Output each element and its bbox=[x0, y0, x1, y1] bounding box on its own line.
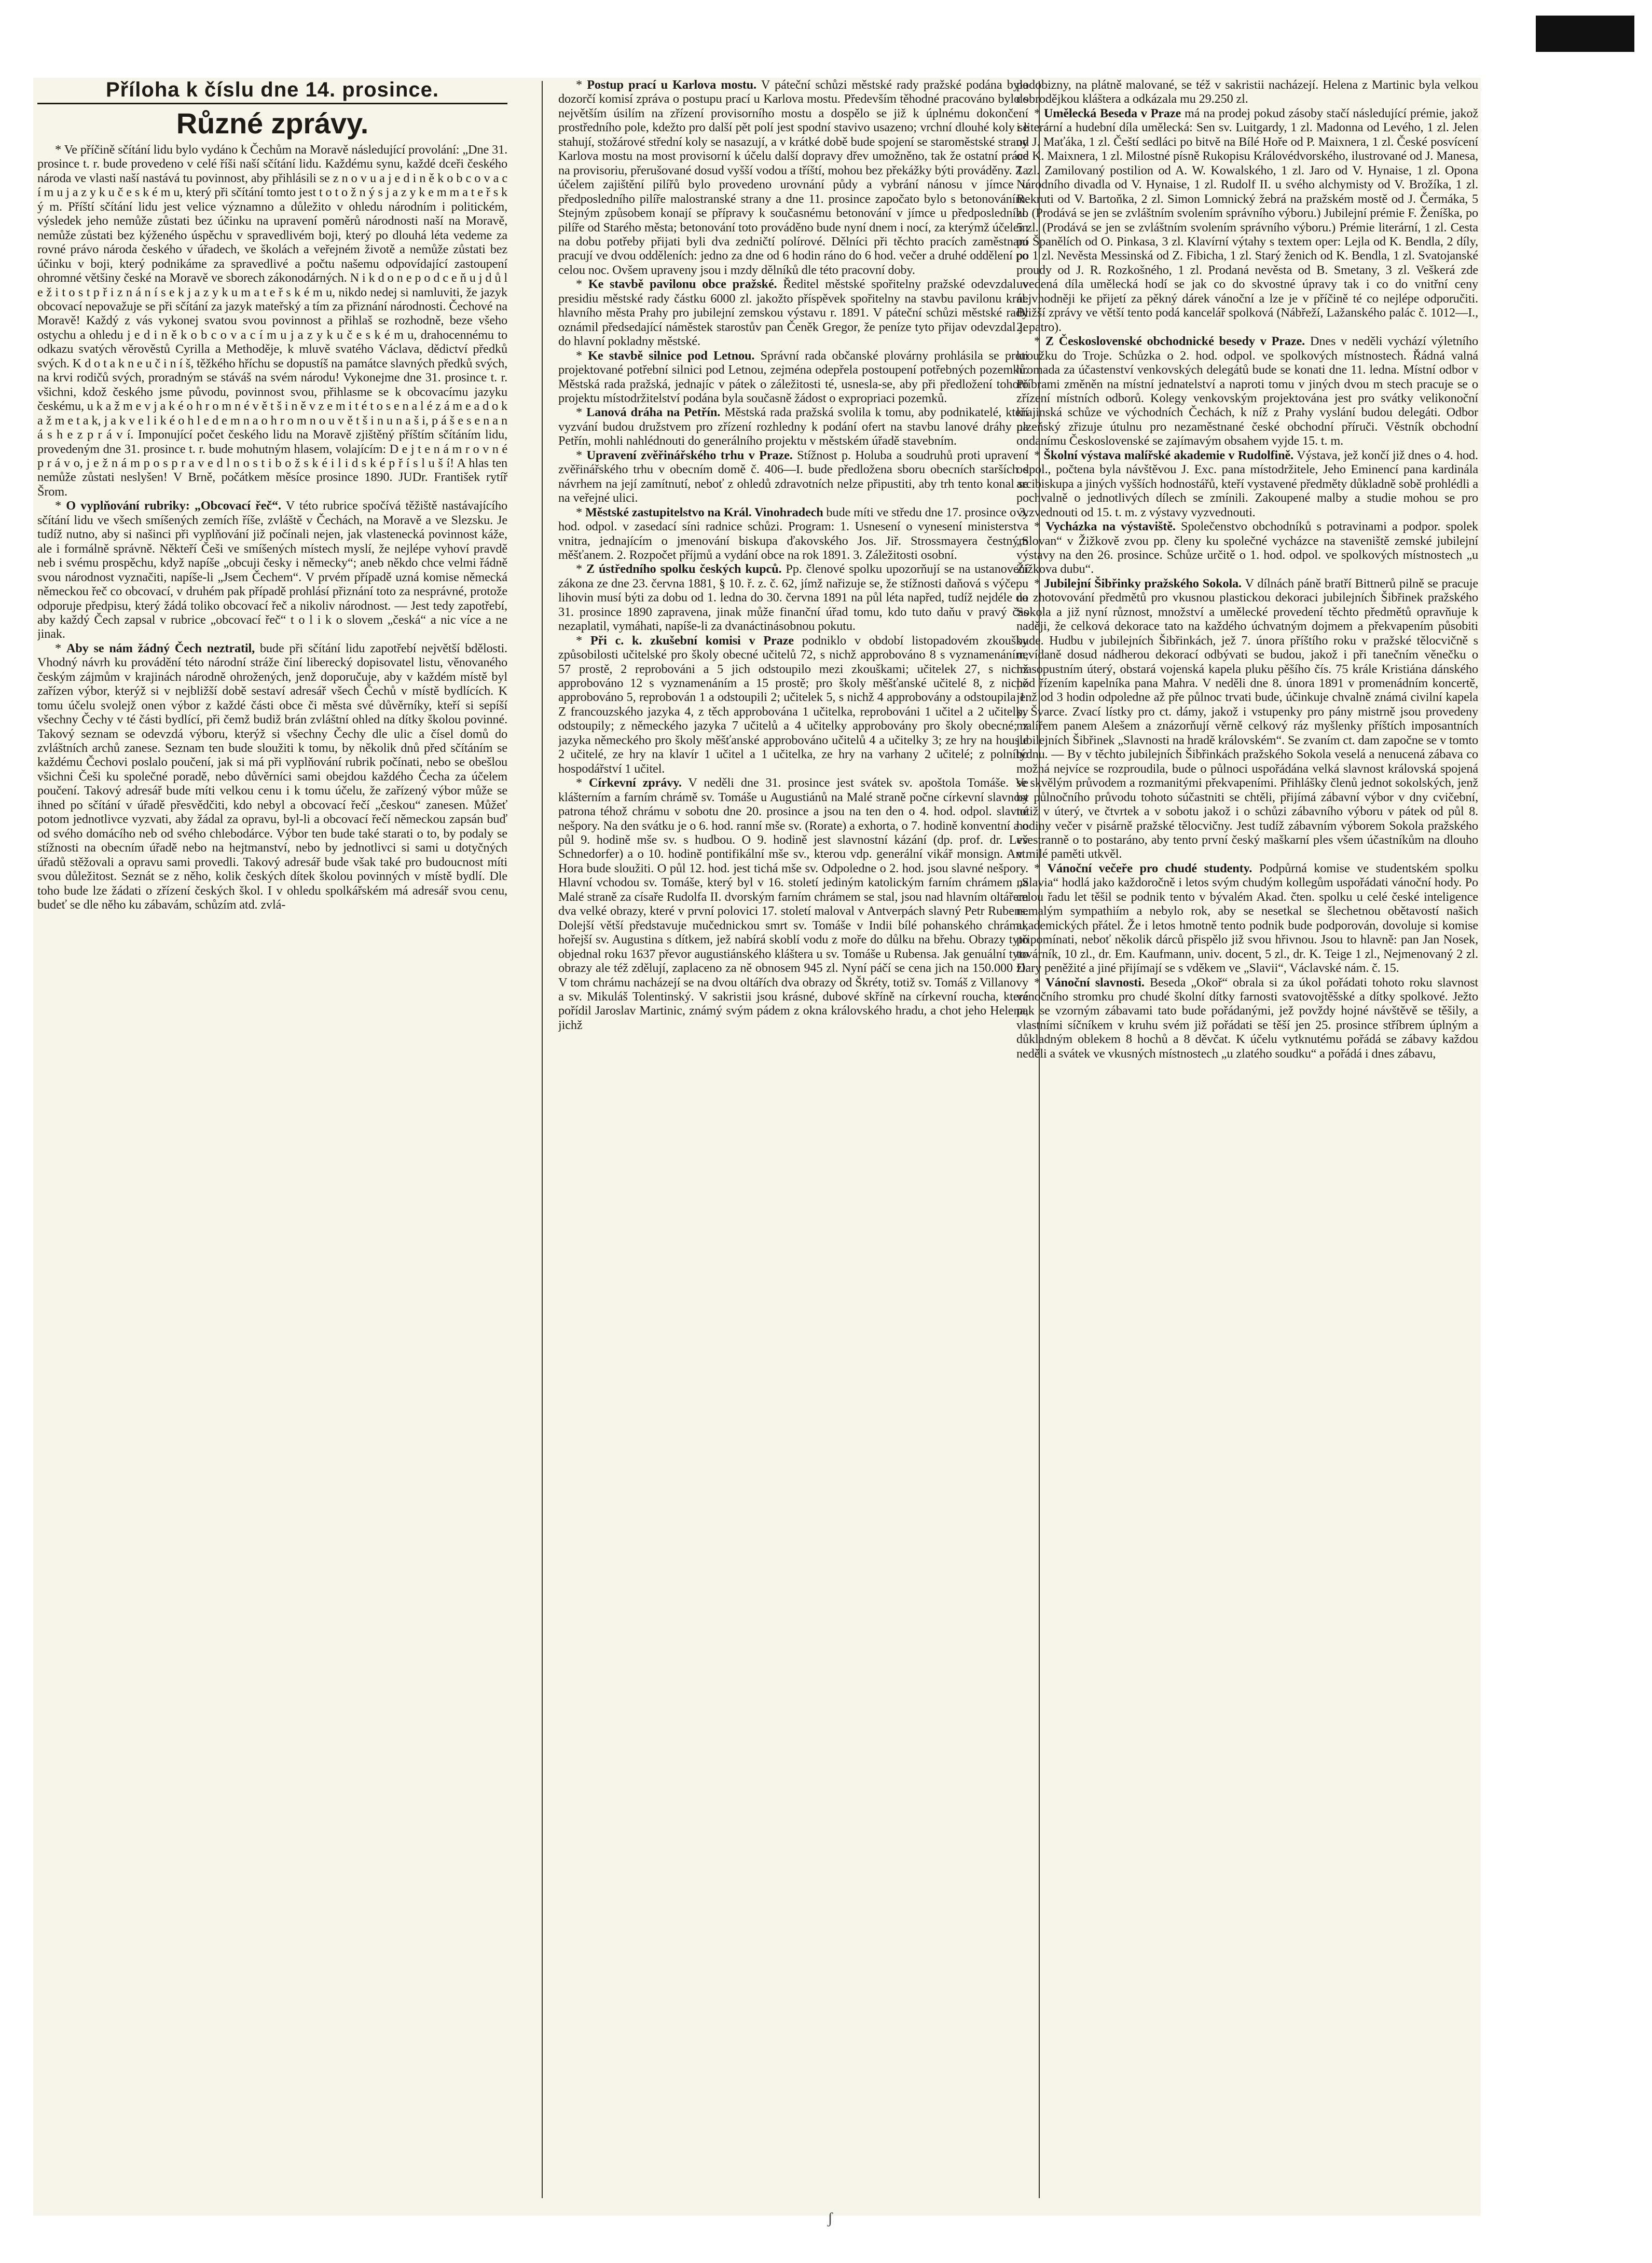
newspaper-page bbox=[33, 78, 1481, 2216]
article-text: bude míti ve středu dne 17. prosince o 3. hod. odpol. v zasedací síni radnice schůzi. Program: 1. Usnesení o vynesení ministerstva vnitra, jednajícím o jmenování biskupa ďakovského Jos. Jiř. Strossmayera čestným měšťanem. 2. Rozpočet příjmů a vydání obce na rok 1891. 3. Záležitosti osobní. bbox=[558, 505, 1028, 562]
article: * Z Československé obchodnické besedy v Praze. Dnes v neděli vychází výletního kroužku do Troje. Schůzka o 2. hod. odpol. ve spolkových místnostech. Řádná valná hromada za účastenství venkovských delegátů bude se konati dne 11. ledna. Místní odbor v Příbrami změněn na místní jednatelství a naproti tomu v jiných dvou m stech pracuje se o zřízení místních odborů. Kolegy venkovským projektována jest pro svátky velikonoční krajinská schůze ve východních Čechách, k níž z Prahy vyslání budou delegáti. Odbor plzeňský zřizuje útulnu pro nezaměstnané české obchodní příruči. Věstník obchodní ondanímu Československé se zajímavým obsahem vyjde 15. t. m. bbox=[1016, 334, 1478, 448]
article-heading: Jubilejní Šibřinky pražského Sokola. bbox=[1043, 576, 1242, 591]
article-heading: Umělecká Beseda v Praze bbox=[1043, 106, 1181, 120]
article: * Vánoční večeře pro chudé studenty. Podpůrná komise ve studentském spolku „Slavia“ hodlá jako každoročně i letos svým chudým kollegům uspořádati vánoční hody. Po celou řadu let těšil se podnik tento v bývalém Akad. čten. spolku u celé české inteligence nemalým sympathiím a nebylo rok, aby se nesetkal se šlechetnou obětavostí našich akademických přátel. Že i letos hmotně tento podnik bude podporován, dovoluje si komise připomínati, neboť několik dárců přispělo již svou hřivnou. Jsou to hlavně: pan Jan Nosek, továrník, 10 zl., dr. Em. Kaufmann, univ. docent, 5 zl., dr. K. Teige 1 zl., Nejmenovaný 2 zl. Dary peněžité a jiné přijímají se s vděkem ve „Slavii“, Václavské nám. č. 15. bbox=[1016, 861, 1478, 976]
article-heading: Vánoční večeře pro chudé studenty. bbox=[1047, 861, 1252, 875]
column-rule bbox=[542, 81, 543, 2198]
article-heading: Aby se nám žádný Čech neztratil, bbox=[66, 641, 255, 655]
article: * Ve příčině sčítání lidu bylo vydáno k Čechům na Moravě následující provolání: „Dne 31. prosince t. r. bude provedeno v celé říši naší sčítání lidu. Každému synu, každé dceři českého národa ve vlasti naší nastává tu povinnost, aby přihlásili se z n o v u a j e d i n ě k o b c o v a c í m u j a z y k u č e s k é m u, který při sčítání tomto jest t o t o ž n ý s j a z y k e m m a t e ř s k ý m. Příští sčítání lidu jest velice významno a důležito v ohledu národním i politickém, výsledek jeho nemůže zůstati bez účinku na upravení poměrů národnosti naší na Moravě, nemůže zůstati bez kýženého úspěchu v spravedlivém boji, který po dlouhá léta vedeme za rovné právo národa českého v úřadech, ve školách a veřejném životě a nemůže zůstati bez účinku v boji, který podnikáme za spravedlivé a počtu našemu odpovídající zastoupení ohromné většiny české na Moravě ve sborech zákonodárných. N i k d o n e p o d c e ň u j d ů l e ž i t o s t p ř i z n á n í s e k j a z y k u m a t e ř s k é m u, nikdo nedej si namluviti, že jazyk obcovací nepovažuje se při sčítání za jazyk mateřský a tím za přiznání národnosti. Čechové na Moravě! Každý z vás vykonej svatou svou povinnost a přihlaš se rozhodně, beze všeho ostychu a ohledu j e d i n ě k o b c o v a c í m u j a z y k u č e s k é m u, drahocennému to odkazu svatých věrověstů Cyrilla a Methoděje, k mluvě svatého Václava, dědictví předků svých. K d o t a k n e u č i n í š, těžkého hříchu se dopustíš na památce slavných předků svých, na krvi rodičů svých, proradným se stáváš na svém národu! Vykonejme dne 31. prosince t. r. všichni, kdož českého jsme původu, povinnost svou, přihlasme se k obcovacímu jazyku českému, u k a ž m e v j a k é o h r o m n é v ě t š i n ě v z e m i t é t o s e n a l é z á m e a d o k a ž m e t a k, j a k v e l i k é o h l e d e m n a o h r o m n o u v ě t š i n u n a š i, p á š e s e n a n á s h e z p r á v í. Imponující počet českého lidu na Moravě zjištěný příštím sčítáním lidu, provedeným dne 31. prosince t. r. bude mohutným hlasem, volajícím: D e j t e n á m r o v n é p r á v o, j e ž n á m p o s p r a v e d l n o s t i b o ž s k é i l i d s k é p ř í s l u š í! A hlas ten nemůže zůstati neslyšen! V Brně, počátkem měsíce prosince 1890. JUDr. František rytíř Šrom. bbox=[37, 143, 507, 499]
article-text: má na prodej pokud zásoby stačí následující prémie, jakož i literární a hudební díla umělecká: Sen sv. Luitgardy, 1 zl. Madonna od Levého, 1 zl. Jelen od J. Maťáka, 1 zl. Čeští sedláci po bitvě na Bílé Hoře od P. Maixnera, 1 zl. České posvícení od K. Maixnera, 1 zl. Milostné písně Rukopisu Královédvorského, ilustrované od J. Manesa, 1 zl. Zamilovaný postilion od A. W. Kowalského, 1 zl. Jaro od V. Hynaise, 1 zl. Opona Národního divadla od V. Hynaise, 1 zl. Rudolf II. u svého alchymisty od V. Brožíka, 1 zl. Rekruti od V. Bartoňka, 2 zl. Simon Lomnický žebrá na pražském mostě od J. Čermáka, 5 zl. (Prodává se jen se zvláštním svolením správního výboru.) Jubilejní prémie F. Ženíška, po 5 zl. (Prodává se jen se zvláštním svolením správního výboru.) Prémie literární, 1 zl. Cesta po Španělích od O. Pinkasa, 3 zl. Klavírní výtahy s textem oper: Lejla od K. Bendla, 2 díly, po 1 zl. Nevěsta Messinská od Z. Fibicha, 1 zl. Starý ženich od K. Bendla, 1 zl. Svatojanské proudy od J. R. Rozkošného, 1 zl. Prodaná nevěsta od B. Smetany, 3 zl. Veškerá zde uvedená díla umělecká hodí se jak co do skvostné úpravy tak i co do vnitřní ceny nejvhodněji ke přijetí za pěkný dárek vánoční a lze je v příčině té co nejlépe odporučiti. Bližší zprávy ve větší tento podá kancelář spolková (Nábřeží, Lažanského palác č. 1012—I., 2. patro). bbox=[1016, 106, 1478, 334]
article-text: Ve příčině sčítání lidu bylo vydáno k Čechům na Moravě následující provolání: „Dne 31. prosince t. r. bude provedeno v celé říši naší sčítání lidu. Každému synu, každé dceři českého národa ve vlasti naší nastává tu povinnost, aby přihlásili se z n o v u a j e d i n ě k o b c o v a c í m u j a z y k u č e s k é m u, který při sčítání tomto jest t o t o ž n ý s j a z y k e m m a t e ř s k ý m. Příští sčítání lidu jest velice významno a důležito v ohledu národním i politickém, výsledek jeho nemůže zůstati bez účinku na upravení poměrů národnosti naší na Moravě, nemůže zůstati bez kýženého úspěchu v spravedlivém boji, který po dlouhá léta vedeme za rovné právo národa českého v úřadech, ve školách a veřejném životě a nemůže zůstati bez účinku v boji, který podnikáme za spravedlivé a počtu našemu odpovídající zastoupení ohromné většiny české na Moravě ve sborech zákonodárných. N i k d o n e p o d c e ň u j d ů l e ž i t o s t p ř i z n á n í s e k j a z y k u m a t e ř s k é m u, nikdo nedej si namluviti, že jazyk obcovací nepovažuje se při sčítání za jazyk mateřský a tím za přiznání národnosti. Čechové na Moravě! Každý z vás vykonej svatou svou povinnost a přihlaš se rozhodně, beze všeho ostychu a ohledu j e d i n ě k o b c o v a c í m u j a z y k u č e s k é m u, drahocennému to odkazu svatých věrověstů Cyrilla a Methoděje, k mluvě svatého Václava, dědictví předků svých. K d o t a k n e u č i n í š, těžkého hříchu se dopustíš na památce slavných předků svých, na krvi rodičů svých, proradným se stáváš na svém národu! Vykonejme dne 31. prosince t. r. všichni, kdož českého jsme původu, povinnost svou, přihlasme se k obcovacímu jazyku českému, u k a ž m e v j a k é o h r o m n é v ě t š i n ě v z e m i t é t o s e n a l é z á m e a d o k a ž m e t a k, j a k v e l i k é o h l e d e m n a o h r o m n o u v ě t š i n u n a š i, p á š e s e n a n á s h e z p r á v í. Imponující počet českého lidu na Moravě zjištěný příštím sčítáním lidu, provedeným dne 31. prosince t. r. bude mohutným hlasem, volajícím: D e j t e n á m r o v n é p r á v o, j e ž n á m p o s p r a v e d l n o s t i b o ž s k é i l i d s k é p ř í s l u š í! A hlas ten nemůže zůstati neslyšen! V Brně, počátkem měsíce prosince 1890. JUDr. František rytíř Šrom. bbox=[37, 143, 507, 499]
supplement-header: Příloha k číslu dne 14. prosince. bbox=[37, 78, 507, 104]
article-text: Ředitel městské spořitelny pražské odevzdal v presidiu městské rady částku 6000 zl. jakožto příspěvek spořitelny na stavbu pavilonu král. hlavního města Prahy pro jubilejní zemskou výstavu r. 1891. V páteční schůzi městské rady oznámil předsedající náměstek starostův pan Čeněk Gregor, že peníze tyto přijav odevzdal je do hlavní pokladny městské. bbox=[558, 277, 1028, 349]
column-1 bbox=[37, 78, 507, 2216]
article-heading: Vycházka na výstaviště. bbox=[1045, 519, 1176, 534]
article-text: Stížnost p. Holuba a soudruhů proti upravení zvěřinářského trhu v obecním domě č. 406—I. bude předložena sboru obecních starších s návrhem na její zamítnutí, neboť z ohledů zdravotních nelze připustiti, aby trh tento konal se na veřejné ulici. bbox=[558, 448, 1028, 505]
column-2 bbox=[558, 78, 1028, 2216]
article-heading: Školní výstava malířské akademie v Rudolfině. bbox=[1043, 448, 1294, 462]
article: * Z ústředního spolku českých kupců. Pp. členové spolku upozorňují se na ustanovení zákona ze dne 23. června 1881, § 10. ř. z. č. 62, jímž nařizuje se, že stížnosti daňová s výčepu lihovin musí býti za dobu od 1. ledna do 30. června 1891 na půl léta napřed, tudíž nejdéle do 31. prosince 1890 zapravena, jinak může finanční úřad tomu, kdo tuto daňu v pravý čas nezaplatil, vymáhati, napíše-li za dvanáctinásobnou pokutu. bbox=[558, 562, 1028, 634]
article: * Jubilejní Šibřinky pražského Sokola. V dílnách páně bratří Bittnerů pilně se pracuje na zhotovování předmětů pro vkusnou plastickou dekoraci jubilejních Šibřinek pražského Sokola a již nyní různost, množství a umělecké provedení těchto předmětů opravňuje k naději, že celková dekorace tato na každého úchvatným dojmem a překvapením působiti bude. Hudbu v jubilejních Šibřinkách, jež 7. února příštího roku v pražské tělocvičně s nevídaně dosud nádherou dekorací odbývati se budou, jakož i při tanečním věnečku o masopustním úterý, obstará vojenská kapela pluku pěšího čís. 75 krále Kristiána dánského pod řízením kapelníka pana Mahra. V neděli dne 8. února 1891 v promenádním koncertě, jenž od 3 hodin odpoledne až pře půlnoc trvati bude, účinkuje chvalně známá civilní kapela p. Švarce. Zvací lístky pro ct. dámy, jakož i vstupenky pro pány mistrně jsou provedeny malířem panem Alešem a znázorňují věrně celkový ráz myšlenky příštích imposantních jubilejních Šibřinek „Slavnosti na hradě královském“. Se zvaním ct. dam započne se v tomto týdnu. — By v těchto jubilejních Šibřinkách pražského Sokola veselá a nenucená zábava co možná nejvíce se rozproudila, bude o půlnoci uspořádána velká slavnost královská spojená se skvělým průvodem a rozmanitými překvapeními. Přihlášky členů jednot sokolských, jenž by půlnočního průvodu tohoto súčastniti se chtěli, přijímá zábavní výbor v dny cvičební, totiž v úterý, ve čtvrtek a v sobotu jakož i o schůzi zábavního výboru v pátek od půl 8. hodiny večer v pisárně pražské tělocvičny. Jest tudíž zábavním výborem Sokola pražského všestranně o to postaráno, aby tento první český maškarní ples všem účastníkům na dlouho v milé paměti utkvěl. bbox=[1016, 576, 1478, 861]
article: * Při c. k. zkušební komisi v Praze podniklo v období listopadovém zkoušky způsobilosti učitelské pro školy obecné učitelů 72, s nichž approbováno 8 s vyznamenáním, 57 prostě, 2 reprobováni a 5 jich odstoupilo mezi zkouškami; učitelek 27, s nichž approbováno 12 s vyznamenáním a 15 prostě; pro školy měšťanské učitelé 8, z nichž approbováno 5, reprobován 1 a odstoupili 2; učitelek 5, s nichž 4 approbovány a odstoupila 1. Z francouzského jazyka 4, z těch approbována 1 učitelka, reprobováni 1 učitel a 2 učitelky odstoupily; z německého jazyka 7 učitelů a 4 učitelky approbovány pro školy obecné; z jazyka německého pro školy měšťanské approbováno učitelů 4 a učitelky 3; ze hry na housle 2 učitelé, ze hry na klavír 1 učitel a 1 učitelka, ze hry na varhany 2 učitelé; z polního hospodářství 1 učitel. bbox=[558, 633, 1028, 776]
article-heading: Vánoční slavnosti. bbox=[1045, 975, 1145, 990]
page-mark: ʃ bbox=[828, 2210, 833, 2227]
article: * Aby se nám žádný Čech neztratil, bude při sčítání lidu zapotřebí největší bdělosti. Vhodný návrh ku provádění této národní stráže činí liberecký dopisovatel listu, věnovaného českým zájmům v krajinách národně ohrožených, jenž doporučuje, aby v každém místě byl zařízen výbor, kterýž si v nejbližší době sestaví adresář všech Čechů v místě bydlících. K tomu účelu svolejž onen výbor z každé části obce či města své důvěrníky, kteří si sepíší všechny Čechy v té části bydlící, při čemž budiž brán zvláštní ohled na dítky školou povinné. Takový seznam se odevzdá výboru, kterýž si všechny Čechy dle ulic a čísel domů do zvláštních archů zanese. Seznam ten bude sloužiti k tomu, by několik dnů před sčítáním se každému Čechovi poslalo poučení, jak si má při vyplňování rubrik počínati, nebo se obešlou všichni Češi ku společné poradě, nebo důvěrníci sami obejdou každého Čecha za účelem poučení. Takový adresář bude míti velkou cenu i k tomu účelu, že zařízený výbor může se ihned po sčítání v úřadě přesvědčiti, kdo nebyl a obcovací řečí „českou“ zanesen. Můžeť potom jednotlivce vyzvati, aby žádal za opravu, byl-li a obcovací řečí německou zapsán buď od svého domácího neb od svého chlebodárce. Výbor ten bude také starati o to, by podaly se stížnosti na obecním úřadě nebo na hejtmanství, nebo by jednotlivci si sami u dotyčných úřadů stěžovali a opravu sami provedli. Takový adresář bude však také pro budoucnost míti svou důležitost. Seznát se z něho, kolik českých dítek školou povinných v místě bydlí. Dle toho bude lze žádati o zřízení českých škol. I v ohledu spolkářském má adresář svou cenu, budeť se dle něho ku zábavám, schůzím atd. zvlá- bbox=[37, 641, 507, 912]
article-text: V této rubrice spočívá těžiště nastávajícího sčítání lidu ve všech smíšených zemích říše, zvláště v Čechách, na Moravě a ve Slezsku. Je tudíž nutno, aby si našinci při vyplňování již počínali nejen, jak vlastenecká povinnost káže, ale i formálně správně. Někteří Češi ve smíšených místech myslí, že nejlépe vyhoví pravdě neb i svému prospěchu, když napíše „obcuji česky i německy“; aneb někdo chce velmi řádně svou národnost vyznačiti, napíše-li „Jsem Čechem“. V prvém případě uzná komise německá německou řeč co obcovací, v druhém pak případě prohlásí přiznání toto za nesprávné, protože odporuje předpisu, který žádá toliko obcovací řeč a nikoliv národnost. — Jest tedy zapotřebí, aby každý Čech zapsal v rubrice „obcovací řeč“ t o l i k o slovem „česká“ a nic více a ne jinak. bbox=[37, 499, 507, 641]
article-heading: Lanová dráha na Petřín. bbox=[586, 405, 721, 420]
article-text: Podpůrná komise ve studentském spolku „Slavia“ hodlá jako každoročně i letos svým chudým kollegům uspořádati vánoční hody. Po celou řadu let těšil se podnik tento v bývalém Akad. čten. spolku u celé české inteligence nemalým sympathiím a nebylo rok, aby se nesetkal se šlechetnou obětavostí našich akademických přátel. Že i letos hmotně tento podnik bude podporován, dovoluje si komise připomínati, neboť několik dárců přispělo již svou hřivnou. Jsou to hlavně: pan Jan Nosek, továrník, 10 zl., dr. Em. Kaufmann, univ. docent, 5 zl., dr. K. Teige 1 zl., Nejmenovaný 2 zl. Dary peněžité a jiné přijímají se s vděkem ve „Slavii“, Václavské nám. č. 15. bbox=[1016, 861, 1478, 976]
article: * Vánoční slavnosti. Beseda „Okoř“ obrala si za úkol pořádati tohoto roku slavnost vánočního stromku pro chudé školní dítky farnosti svatovojtěšské a dítky spolkové. Ježto pak se vzorným zábavami tato bude pořádanými, jež povždy hojné návštěvě se těšily, a vlastními síčníkem v kruhu svém již pořádati se těší jen 25. prosince stříbrem úplným a důkladným oblekem 8 hochů a 8 děvčat. K účelu vytknutému pořádá se zábavy každou neděli a svátek ve vkusných místnostech „u zlatého soudku“ a pořádá i dnes zábavu, bbox=[1016, 975, 1478, 1061]
column-3 bbox=[1016, 78, 1478, 2216]
article-text: Beseda „Okoř“ obrala si za úkol pořádati tohoto roku slavnost vánočního stromku pro chudé školní dítky farnosti svatovojtěšské a dítky spolkové. Ježto pak se vzorným zábavami tato bude pořádanými, jež povždy hojné návštěvě se těšily, a vlastními síčníkem v kruhu svém již pořádati se těší jen 25. prosince stříbrem úplným a důkladným oblekem 8 hochů a 8 děvčat. K účelu vytknutému pořádá se zábavy každou neděli a svátek ve vkusných místnostech „u zlatého soudku“ a pořádá i dnes zábavu, bbox=[1016, 975, 1478, 1061]
article: * Městské zastupitelstvo na Král. Vinohradech bude míti ve středu dne 17. prosince o 3. hod. odpol. v zasedací síni radnice schůzi. Program: 1. Usnesení o vynesení ministerstva vnitra, jednajícím o jmenování biskupa ďakovského Jos. Jiř. Strossmayera čestným měšťanem. 2. Rozpočet příjmů a vydání obce na rok 1891. 3. Záležitosti osobní. bbox=[558, 505, 1028, 562]
article-text: V dílnách páně bratří Bittnerů pilně se pracuje na zhotovování předmětů pro vkusnou plastickou dekoraci jubilejních Šibřinek pražského Sokola a již nyní různost, množství a umělecké provedení těchto předmětů opravňuje k naději, že celková dekorace tato na každého úchvatným dojmem a překvapením působiti bude. Hudbu v jubilejních Šibřinkách, jež 7. února příštího roku v pražské tělocvičně s nevídaně dosud nádherou dekorací odbývati se budou, jakož i při tanečním věnečku o masopustním úterý, obstará vojenská kapela pluku pěšího čís. 75 krále Kristiána dánského pod řízením kapelníka pana Mahra. V neděli dne 8. února 1891 v promenádním koncertě, jenž od 3 hodin odpoledne až pře půlnoc trvati bude, účinkuje chvalně známá civilní kapela p. Švarce. Zvací lístky pro ct. dámy, jakož i vstupenky pro pány mistrně jsou provedeny malířem panem Alešem a znázorňují věrně celkový ráz myšlenky příštích imposantních jubilejních Šibřinek „Slavnosti na hradě královském“. Se zvaním ct. dam započne se v tomto týdnu. — By v těchto jubilejních Šibřinkách pražského Sokola veselá a nenucená zábava co možná nejvíce se rozproudila, bude o půlnoci uspořádána velká slavnost královská spojená se skvělým průvodem a rozmanitými překvapeními. Přihlášky členů jednot sokolských, jenž by půlnočního průvodu tohoto súčastniti se chtěli, přijímá zábavní výbor v dny cvičební, totiž v úterý, ve čtvrtek a v sobotu jakož i o schůzi zábavního výboru v pátek od půl 8. hodiny večer v pisárně pražské tělocvičny. Jest tudíž zábavním výborem Sokola pražského všestranně o to postaráno, aby tento první český maškarní ples všem účastníkům na dlouho v milé paměti utkvěl. bbox=[1016, 576, 1478, 861]
section-title: Různé zprávy. bbox=[176, 107, 369, 140]
article-heading: Městské zastupitelstvo na Král. Vinohradech bbox=[585, 505, 823, 519]
article-text: podobizny, na plátně malované, se též v sakristii nacházejí. Helena z Martinic byla velkou dobrodějkou kláštera a odkázala mu 29.250 zl. bbox=[1016, 78, 1478, 106]
article: * Ke stavbě pavilonu obce pražské. Ředitel městské spořitelny pražské odevzdal v presidiu městské rady částku 6000 zl. jakožto příspěvek spořitelny na stavbu pavilonu král. hlavního města Prahy pro jubilejní zemskou výstavu r. 1891. V páteční schůzi městské rady oznámil předsedající náměstek starostův pan Čeněk Gregor, že peníze tyto přijav odevzdal je do hlavní pokladny městské. bbox=[558, 277, 1028, 349]
article-text: Pp. členové spolku upozorňují se na ustanovení zákona ze dne 23. června 1881, § 10. ř. z. č. 62, jímž nařizuje se, že stížnosti daňová s výčepu lihovin musí býti za dobu od 1. ledna do 30. června 1891 na půl léta napřed, tudíž nejdéle do 31. prosince 1890 zapravena, jinak může finanční úřad tomu, kdo tuto daňu v pravý čas nezaplatil, vymáhati, napíše-li za dvanáctinásobnou pokutu. bbox=[558, 562, 1028, 634]
article-text: Výstava, jež končí již dnes o 4. hod. odpol., počtena byla návštěvou J. Exc. pana místodržitele, Jeho Eminencí pana kardinála arcibiskupa a jiných vyšších hodnostářů, kteří vystavené předměty důkladně sobě prohlédli a pochvalně o jednotlivých dílech se zmínili. Zakoupené malby a studie mohou se pro vyzvednouti od 15. t. m. z výstavy vyzvednouti. bbox=[1016, 448, 1478, 519]
article: * Školní výstava malířské akademie v Rudolfině. Výstava, jež končí již dnes o 4. hod. odpol., počtena byla návštěvou J. Exc. pana místodržitele, Jeho Eminencí pana kardinála arcibiskupa a jiných vyšších hodnostářů, kteří vystavené předměty důkladně sobě prohlédli a pochvalně o jednotlivých dílech se zmínili. Zakoupené malby a studie mohou se pro vyzvednouti od 15. t. m. z výstavy vyzvednouti. bbox=[1016, 448, 1478, 519]
article-text: V neděli dne 31. prosince jest svátek sv. apoštola Tomáše. Ve klášterním a farním chrámě sv. Tomáše u Augustiánů na Malé straně počne církevní slavnost patrona téhož chrámu v sobotu dne 20. prosince a jsou na ten den o 4. hod. odpol. slavné nešpory. Na den svátku je o 6. hod. ranní mše sv. (Rorate) a exhorta, o 7. hodině konventní a o půl 9. hodině mše sv. s hudbou. O 9. hodině jest slavnostní kázání (dp. prof. dr. Lev Schnedorfer) a o 10. hodině pontifikální mše sv., kterou vdp. generální vikář monsign. Ant. Hora bude sloužiti. O půl 12. hod. jest tichá mše sv. Odpoledne o 2. hod. jsou slavné nešpory. Hlavní vchodou sv. Tomáše, který byl v 16. století jediným katolickým farním chrámem na Malé straně za císaře Rudolfa II. dvorským farním chrámem se stal, jsou nad hlavním oltářem dva velké obrazy, které v první polovici 17. století maloval v Antverpách slavný Petr Rubens. Dolejší větší představuje mučednickou smrt sv. Tomáše v Indii bílé pohanského chrámu, hořejší sv. Augustina s dítkem, jež nabírá skoblí vodu z moře do důlku na břehu. Obrazy tyto objednal roku 1637 převor augustiánského kláštera u sv. Tomáše u Rubensa. Jak genuální tyto obrazy ale též zdělují, zaplaceno za ně obnosem 945 zl. Nyní páčí se cena jich na 150.000 zl. V tom chrámu nacházejí se na dvou oltářích dva obrazy od Škréty, totiž sv. Tomáš z Villanovy a sv. Mikuláš Tolentinský. V sakristii jsou krásné, dubové skříně na církevní roucha, které pořídil Jaroslav Martinic, známý svým pádem z okna královského hradu, a chot jeho Helena, jichž bbox=[558, 776, 1028, 1032]
article: * Ke stavbě silnice pod Letnou. Správní rada občanské plovárny prohlásila se proti projektované potřební silnici pod Letnou, zejména odepřela postoupení potřebných pozemků. Městská rada pražská, jednajíc v pátek o záležitosti té, usnesla-se, aby při předložení tohoto projektu místodržitelství podána byla současně žádost o expropriaci pozemků. bbox=[558, 348, 1028, 405]
article-heading: Upravení zvěřinářského trhu v Praze. bbox=[586, 448, 793, 462]
article-text: Dnes v neděli vychází výletního kroužku do Troje. Schůzka o 2. hod. odpol. ve spolkových místnostech. Řádná valná hromada za účastenství venkovských delegátů bude se konati dne 11. ledna. Místní odbor v Příbrami změněn na místní jednatelství a naproti tomu v jiných dvou m stech pracuje se o zřízení místních odborů. Kolegy venkovským projektována jest pro svátky velikonoční krajinská schůze ve východních Čechách, k níž z Prahy vyslání budou delegáti. Odbor plzeňský zřizuje útulnu pro nezaměstnané české obchodní příruči. Věstník obchodní ondanímu Československé se zajímavým obsahem vyjde 15. t. m. bbox=[1016, 334, 1478, 448]
article: * Církevní zprávy. V neděli dne 31. prosince jest svátek sv. apoštola Tomáše. Ve klášterním a farním chrámě sv. Tomáše u Augustiánů na Malé straně počne církevní slavnost patrona téhož chrámu v sobotu dne 20. prosince a jsou na ten den o 4. hod. odpol. slavné nešpory. Na den svátku je o 6. hod. ranní mše sv. (Rorate) a exhorta, o 7. hodině konventní a o půl 9. hodině mše sv. s hudbou. O 9. hodině jest slavnostní kázání (dp. prof. dr. Lev Schnedorfer) a o 10. hodině pontifikální mše sv., kterou vdp. generální vikář monsign. Ant. Hora bude sloužiti. O půl 12. hod. jest tichá mše sv. Odpoledne o 2. hod. jsou slavné nešpory. Hlavní vchodou sv. Tomáše, který byl v 16. století jediným katolickým farním chrámem na Malé straně za císaře Rudolfa II. dvorským farním chrámem se stal, jsou nad hlavním oltářem dva velké obrazy, které v první polovici 17. století maloval v Antverpách slavný Petr Rubens. Dolejší větší představuje mučednickou smrt sv. Tomáše v Indii bílé pohanského chrámu, hořejší sv. Augustina s dítkem, jež nabírá skoblí vodu z moře do důlku na břehu. Obrazy tyto objednal roku 1637 převor augustiánského kláštera u sv. Tomáše u Rubensa. Jak genuální tyto obrazy ale též zdělují, zaplaceno za ně obnosem 945 zl. Nyní páčí se cena jich na 150.000 zl. V tom chrámu nacházejí se na dvou oltářích dva obrazy od Škréty, totiž sv. Tomáš z Villanovy a sv. Mikuláš Tolentinský. V sakristii jsou krásné, dubové skříně na církevní roucha, které pořídil Jaroslav Martinic, známý svým pádem z okna královského hradu, a chot jeho Helena, jichž bbox=[558, 776, 1028, 1032]
article-heading: Z Československé obchodnické besedy v Praze. bbox=[1045, 334, 1305, 349]
article: * Umělecká Beseda v Praze má na prodej pokud zásoby stačí následující prémie, jakož i literární a hudební díla umělecká: Sen sv. Luitgardy, 1 zl. Madonna od Levého, 1 zl. Jelen od J. Maťáka, 1 zl. Čeští sedláci po bitvě na Bílé Hoře od P. Maixnera, 1 zl. České posvícení od K. Maixnera, 1 zl. Milostné písně Rukopisu Královédvorského, ilustrované od J. Manesa, 1 zl. Zamilovaný postilion od A. W. Kowalského, 1 zl. Jaro od V. Hynaise, 1 zl. Opona Národního divadla od V. Hynaise, 1 zl. Rudolf II. u svého alchymisty od V. Brožíka, 1 zl. Rekruti od V. Bartoňka, 2 zl. Simon Lomnický žebrá na pražském mostě od J. Čermáka, 5 zl. (Prodává se jen se zvláštním svolením správního výboru.) Jubilejní prémie F. Ženíška, po 5 zl. (Prodává se jen se zvláštním svolením správního výboru.) Prémie literární, 1 zl. Cesta po Španělích od O. Pinkasa, 3 zl. Klavírní výtahy s textem oper: Lejla od K. Bendla, 2 díly, po 1 zl. Nevěsta Messinská od Z. Fibicha, 1 zl. Starý ženich od K. Bendla, 1 zl. Svatojanské proudy od J. R. Rozkošného, 1 zl. Prodaná nevěsta od B. Smetany, 3 zl. Veškerá zde uvedená díla umělecká hodí se jak co do skvostné úpravy tak i co do vnitřní ceny nejvhodněji ke přijetí za pěkný dárek vánoční a lze je v příčině té co nejlépe odporučiti. Bližší zprávy ve větší tento podá kancelář spolková (Nábřeží, Lažanského palác č. 1012—I., 2. patro). bbox=[1016, 106, 1478, 334]
article: * Lanová dráha na Petřín. Městská rada pražská svolila k tomu, aby podnikatelé, kteří vyzvání budou družstvem pro zřízení rozhledny k podání ofert na stavbu lanové dráhy na Petřín, mohli nahlédnouti do generálního projektu v městském úřadě stavebním. bbox=[558, 405, 1028, 448]
article-text: V páteční schůzi městské rady pražské podána byla dozorčí komisí zpráva o postupu prací u Karlova mostu. Především těhodné pracováno bylo s největším úsilím na zřízení provisorního mostu a dospělo se již k úplnému dokončení prostředního pole, kdežto pro další pět polí jest spodní stavivo usazeno; vrchní dlouhé koly se stahují, stožárové střední koly se nasazují, a v krátké době bude spojení se staroměstské strany Karlova mostu na most provisorní k účelu další dopravy dřev umožněno, tak že ostatní práce na provisoriu, přerušované dosud vyšší vodou a tříští, mohou bez překážky býti prováděny. Za účelem zajištění pilířů bylo provedeno urovnání půdy a vybrání nánosu v jímce u předposledního pilíře malostranské strany a dne 11. prosince započato bylo s betonováním. Stejným způsobem konají se přípravy k současnému betonování v jímce u předposledního pilíře od Starého města; betonování toto prováděno bude nyní dnem i nocí, za kterýmž účelem na dobu potřeby přijati byli dva zedničtí polírové. Dělníci při těchto pracích zaměstnaní pracují ve dvou odděleních: jedno za dne od 6 hodin ráno do 6 hod. večer a druhé oddělení po celou noc. Ovšem upraveny jsou i mzdy dělníků dle této pracovní doby. bbox=[558, 78, 1028, 277]
article: * Vycházka na výstaviště. Společenstvo obchodníků s potravinami a podpor. spolek „Slovan“ v Žižkově zvou pp. členy ku společné vycházce na staveniště zemské jubilejní výstavy na den 26. prosince. Schůze určitě o 1. hod. odpol. ve spolkových místnostech „u Žižkova dubu“. bbox=[1016, 519, 1478, 577]
article-heading: Z ústředního spolku českých kupců. bbox=[586, 562, 782, 577]
article-text: podniklo v období listopadovém zkoušky způsobilosti učitelské pro školy obecné učitelů 72, s nichž approbováno 8 s vyznamenáním, 57 prostě, 2 reprobováni a 5 jich odstoupilo mezi zkouškami; učitelek 27, s nichž approbováno 12 s vyznamenáním a 15 prostě; pro školy měšťanské učitelé 8, z nichž approbováno 5, reprobován 1 a odstoupili 2; učitelek 5, s nichž 4 approbovány a odstoupila 1. Z francouzského jazyka 4, z těch approbována 1 učitelka, reprobováni 1 učitel a 2 učitelky odstoupily; z německého jazyka 7 učitelů a 4 učitelky approbovány pro školy obecné; z jazyka německého pro školy měšťanské approbováno učitelů 4 a učitelky 3; ze hry na housle 2 učitelé, ze hry na klavír 1 učitel a 1 učitelka, ze hry na varhany 2 učitelé; z polního hospodářství 1 učitel. bbox=[558, 633, 1028, 776]
article-heading: Ke stavbě silnice pod Letnou. bbox=[588, 348, 755, 363]
article-heading: Ke stavbě pavilonu obce pražské. bbox=[588, 277, 777, 292]
article bbox=[1016, 78, 1478, 106]
article: * Postup prací u Karlova mostu. V páteční schůzi městské rady pražské podána byla dozorčí komisí zpráva o postupu prací u Karlova mostu. Především těhodné pracováno bylo s největším úsilím na zřízení provisorního mostu a dospělo se již k úplnému dokončení prostředního pole, kdežto pro další pět polí jest spodní stavivo usazeno; vrchní dlouhé koly se stahují, stožárové střední koly se nasazují, a v krátké době bude spojení se staroměstské strany Karlova mostu na most provisorní k účelu další dopravy dřev umožněno, tak že ostatní práce na provisoriu, přerušované dosud vyšší vodou a tříští, mohou bez překážky býti prováděny. Za účelem zajištění pilířů bylo provedeno urovnání půdy a vybrání nánosu v jímce u předposledního pilíře malostranské strany a dne 11. prosince započato bylo s betonováním. Stejným způsobem konají se přípravy k současnému betonování v jímce u předposledního pilíře od Starého města; betonování toto prováděno bude nyní dnem i nocí, za kterýmž účelem na dobu potřeby přijati byli dva zedničtí polírové. Dělníci při těchto pracích zaměstnaní pracují ve dvou odděleních: jedno za dne od 6 hodin ráno do 6 hod. večer a druhé oddělení po celou noc. Ovšem upraveny jsou i mzdy dělníků dle této pracovní doby. bbox=[558, 78, 1028, 277]
article-heading: Církevní zprávy. bbox=[589, 776, 682, 790]
article-text: Městská rada pražská svolila k tomu, aby podnikatelé, kteří vyzvání budou družstvem pro zřízení rozhledny k podání ofert na stavbu lanové dráhy na Petřín, mohli nahlédnouti do generálního projektu v městském úřadě stavebním. bbox=[558, 405, 1028, 448]
corner-tab bbox=[1536, 16, 1634, 52]
article: * O vyplňování rubriky: „Obcovací řeč“. V této rubrice spočívá těžiště nastávajícího sčítání lidu ve všech smíšených zemích říše, zvláště v Čechách, na Moravě a ve Slezsku. Je tudíž nutno, aby si našinci při vyplňování již počínali nejen, jak vlastenecká povinnost káže, ale i formálně správně. Někteří Češi ve smíšených místech myslí, že nejlépe vyhoví pravdě neb i svému prospěchu, když napíše „obcuji česky i německy“; aneb někdo chce velmi řádně svou národnost vyznačiti, napíše-li „Jsem Čechem“. V prvém případě uzná komise německá německou řeč co obcovací, v druhém pak případě prohlásí přiznání toto za nesprávné, protože odporuje předpisu, který žádá toliko obcovací řeč a nikoliv národnost. — Jest tedy zapotřebí, aby každý Čech zapsal v rubrice „obcovací řeč“ t o l i k o slovem „česká“ a nic více a ne jinak. bbox=[37, 499, 507, 641]
article-text: Správní rada občanské plovárny prohlásila se proti projektované potřební silnici pod Letnou, zejména odepřela postoupení potřebných pozemků. Městská rada pražská, jednajíc v pátek o záležitosti té, usnesla-se, aby při předložení tohoto projektu místodržitelství podána byla současně žádost o expropriaci pozemků. bbox=[558, 348, 1028, 405]
article: * Upravení zvěřinářského trhu v Praze. Stížnost p. Holuba a soudruhů proti upravení zvěřinářského trhu v obecním domě č. 406—I. bude předložena sboru obecních starších s návrhem na její zamítnutí, neboť z ohledů zdravotních nelze připustiti, aby trh tento konal se na veřejné ulici. bbox=[558, 448, 1028, 505]
article-text: bude při sčítání lidu zapotřebí největší bdělosti. Vhodný návrh ku provádění této národní stráže činí liberecký dopisovatel listu, věnovaného českým zájmům v krajinách národně ohrožených, jenž doporučuje, aby v každém místě byl zařízen výbor, kterýž si v nejbližší době sestaví adresář všech Čechů v místě bydlících. K tomu účelu svolejž onen výbor z každé části obce či města své důvěrníky, kteří si sepíší všechny Čechy v té části bydlící, při čemž budiž brán zvláštní ohled na dítky školou povinné. Takový seznam se odevzdá výboru, kterýž si všechny Čechy dle ulic a čísel domů do zvláštních archů zanese. Seznam ten bude sloužiti k tomu, by několik dnů před sčítáním se každému Čechovi poslalo poučení, jak si má při vyplňování rubrik počínati, nebo se obešlou všichni Češi ku společné poradě, nebo důvěrníci sami obejdou každého Čecha za účelem poučení. Takový adresář bude míti velkou cenu i k tomu účelu, že zařízený výbor může se ihned po sčítání v úřadě přesvědčiti, kdo nebyl a obcovací řečí „českou“ zanesen. Můžeť potom jednotlivce vyzvati, aby žádal za opravu, byl-li a obcovací řečí německou zapsán buď od svého domácího neb od svého chlebodárce. Výbor ten bude také starati o to, by podaly se stížnosti na obecním úřadě nebo na hejtmanství, nebo by jednotlivci si sami u dotyčných úřadů stěžovali a opravu sami provedli. Takový adresář bude však také pro budoucnost míti svou důležitost. Seznát se z něho, kolik českých dítek školou povinných v místě bydlí. Dle toho bude lze žádati o zřízení českých škol. I v ohledu spolkářském má adresář svou cenu, budeť se dle něho ku zábavám, schůzím atd. zvlá- bbox=[37, 641, 507, 912]
article-text: Společenstvo obchodníků s potravinami a podpor. spolek „Slovan“ v Žižkově zvou pp. členy ku společné vycházce na staveniště zemské jubilejní výstavy na den 26. prosince. Schůze určitě o 1. hod. odpol. ve spolkových místnostech „u Žižkova dubu“. bbox=[1016, 519, 1478, 577]
article-heading: Při c. k. zkušební komisi v Praze bbox=[590, 633, 794, 648]
article-heading: Postup prací u Karlova mostu. bbox=[587, 78, 756, 92]
article-heading: O vyplňování rubriky: „Obcovací řeč“. bbox=[66, 499, 281, 513]
